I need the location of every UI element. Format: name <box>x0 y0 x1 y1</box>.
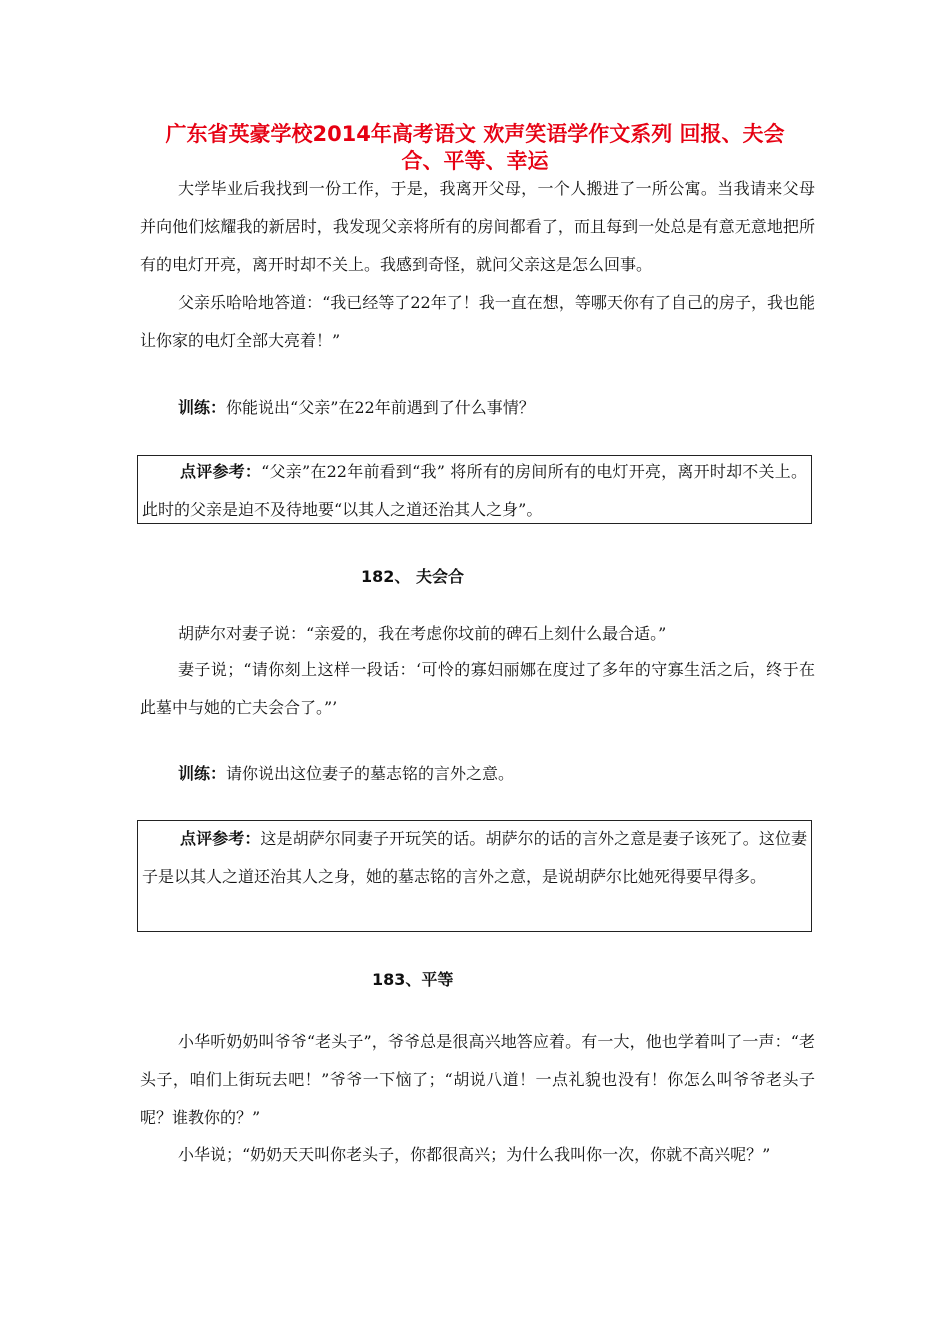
training-label: 训练： <box>178 398 227 417</box>
document-title-line-1: 广东省英豪学校2014年高考语文 欢声笑语学作文系列 回报、夫会 <box>165 122 785 146</box>
review-text: “父亲”在22年前看到“我” 将所有的房间所有的电灯开亮，离开时却不关上。此时的父亲是迫不及待地要“以其人之道还治其人之身”。 <box>142 462 807 519</box>
review-text: 这是胡萨尔同妻子开玩笑的话。胡萨尔的话的言外之意是妻子该死了。这位妻子是以其人之道还治其人之身，她的墓志铭的言外之意，是说胡萨尔比她死得要早得多。 <box>142 829 807 886</box>
story2-paragraph-1: 胡萨尔对妻子说：“亲爱的，我在考虑你坟前的碑石上刻什么最合适。” <box>178 624 667 643</box>
review-label: 点评参考： <box>180 462 262 481</box>
story1-review-box <box>137 455 812 524</box>
story2-training <box>140 755 815 793</box>
story1-paragraph-1: 大学毕业后我找到一份工作，于是，我离开父母，一个人搬进了一所公寓。当我请来父母并向他们炫耀我的新居时，我发现父亲将所有的房间都看了，而且每到一处总是有意无意地把所有的电灯开亮，离开时却不关上。我感到奇怪，就问父亲这是怎么回事。 <box>140 179 815 274</box>
document-title-line-2: 合、平等、幸运 <box>401 149 549 173</box>
story2-heading: 182、 夫会合 <box>361 567 464 586</box>
story3-heading: 183、平等 <box>372 970 454 989</box>
training-question: 你能说出“父亲”在22年前遇到了什么事情？ <box>226 398 535 417</box>
training-label: 训练： <box>178 764 227 783</box>
review-label: 点评参考： <box>180 829 261 848</box>
story1-paragraph-2: 父亲乐哈哈地答道：“我已经等了22年了！我一直在想，等哪天你有了自己的房子，我也能让你家的电灯全部大亮着！” <box>140 293 815 350</box>
story3-paragraph-1: 小华听奶奶叫爷爷“老头子”，爷爷总是很高兴地答应着。有一大，他也学着叫了一声：“老头子，咱们上街玩去吧！”爷爷一下恼了；“胡说八道！一点礼貌也没有！你怎么叫爷爷老头子呢？谁教你的？” <box>140 1032 815 1127</box>
story2-review-box <box>137 820 812 932</box>
story1-training <box>140 389 815 427</box>
story3-paragraph-2: 小华说；“奶奶天天叫你老头子，你都很高兴；为什么我叫你一次，你就不高兴呢？” <box>178 1145 771 1164</box>
training-question: 请你说出这位妻子的墓志铭的言外之意。 <box>226 764 515 783</box>
story2-paragraph-2: 妻子说；“请你刻上这样一段话：‘可怜的寡妇丽娜在度过了多年的守寡生活之后，终于在此墓中与她的亡夫会合了。”’ <box>140 660 815 717</box>
